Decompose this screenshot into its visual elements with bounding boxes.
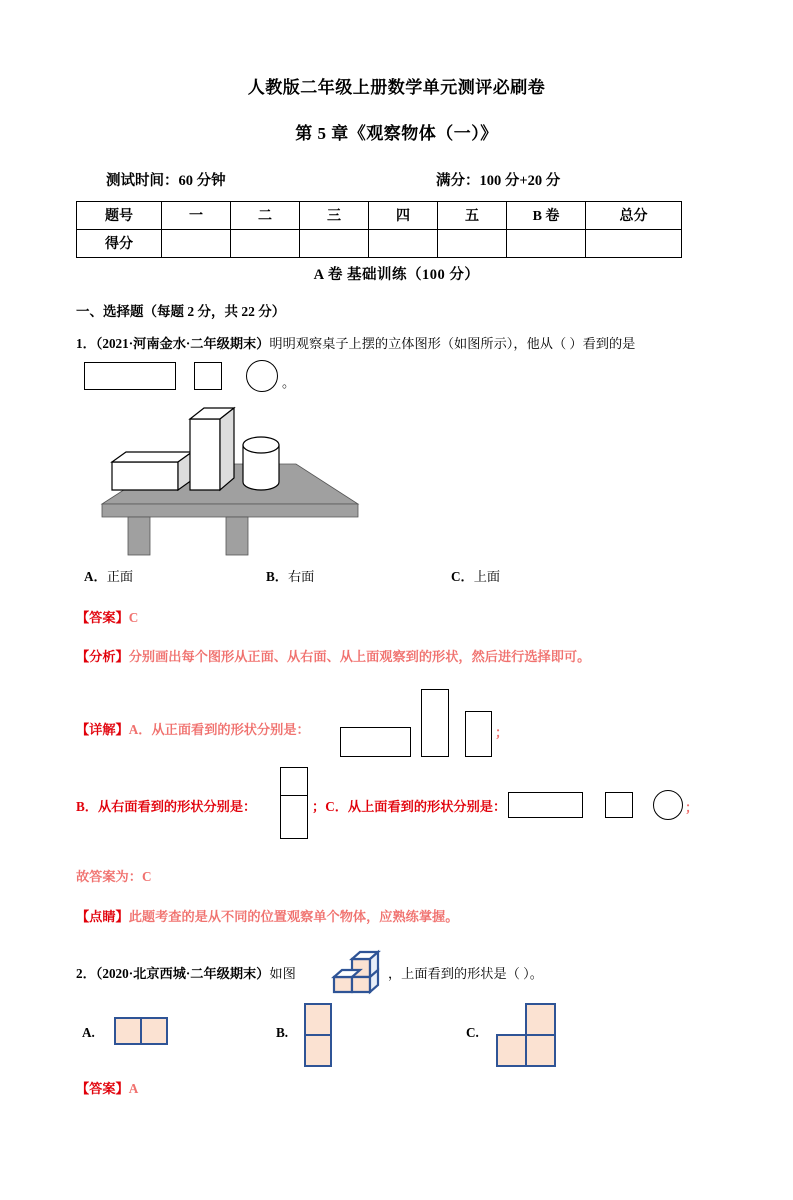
exam-duration: 测试时间：60 分钟 [106, 172, 226, 189]
option-b[interactable] [266, 566, 314, 585]
option-a-label: A． [84, 568, 107, 584]
question-2-number: 2． [76, 965, 96, 981]
three-cubes-svg [330, 947, 386, 995]
figure-table-with-objects [86, 402, 376, 562]
question-2-options [76, 1003, 717, 1071]
tall-box-side [220, 408, 234, 490]
front-view-shape-3 [465, 711, 492, 757]
table-cell-score-2[interactable] [231, 229, 300, 257]
detail-a-text: A．从正面看到的形状分别是： [128, 722, 310, 738]
exam-page [0, 78, 793, 1200]
question-2-source: （2020·北京西城·二年级期末） [95, 965, 270, 981]
option-c-label: C． [451, 568, 474, 584]
cell [496, 1034, 527, 1067]
cell [525, 1003, 556, 1036]
table-cell-header-3: 三 [300, 201, 369, 229]
table-cell-score-4[interactable] [369, 229, 438, 257]
detail-c-text: C．从上面看到的形状分别是： [325, 799, 507, 815]
cell [525, 1034, 556, 1067]
question-group-title: 一、选择题（每题 2 分，共 22 分） [76, 303, 286, 319]
detail-c-tail: ； [685, 800, 699, 816]
option-c[interactable] [451, 566, 500, 585]
score-table [76, 201, 682, 258]
question-1-detail-bc [76, 765, 717, 841]
option-b-shape[interactable] [304, 1003, 332, 1067]
table-leg-right [226, 517, 248, 555]
table-cell-header-2: 二 [231, 201, 300, 229]
cube-bottom-left-front [334, 977, 352, 992]
top-view-shape-1 [508, 792, 583, 818]
option-b-label: B． [266, 568, 288, 584]
option-a-label: A. [82, 1024, 95, 1040]
table-top-edge [102, 504, 358, 517]
shape-square [194, 362, 222, 390]
figure-three-cubes [330, 947, 386, 1000]
option-c-text: 上面 [473, 568, 501, 584]
option-a-shape[interactable] [114, 1017, 168, 1045]
top-view-shape-2 [605, 792, 633, 818]
option-c-label: C. [466, 1024, 479, 1040]
question-1-answer [76, 608, 717, 628]
exam-meta [76, 169, 717, 190]
option-a[interactable] [84, 566, 133, 585]
cell [304, 1003, 332, 1036]
tall-box-front [190, 419, 220, 490]
table-cell-header-total: 总分 [586, 201, 682, 229]
conclusion-text: 故答案为： [76, 869, 142, 885]
question-1-source: （2021·河南金水·二年级期末） [95, 335, 270, 351]
table-cell-header-label: 题号 [77, 201, 162, 229]
flat-box-front [112, 462, 178, 490]
page-subtitle: 第 5 章《观察物体（一）》 [295, 124, 498, 144]
question-2-answer [76, 1079, 717, 1099]
table-cell-score-5[interactable] [438, 229, 507, 257]
option-c-shape[interactable] [496, 1003, 556, 1069]
question-1-text: 明明观察桌子上摆的立体图形（如图所示），他从（ ）看到的是 [269, 335, 636, 351]
question-1-stem [76, 334, 717, 354]
table-row [77, 229, 682, 257]
cell [114, 1017, 142, 1045]
detail-a-tail: ； [495, 725, 509, 741]
tip-label: 【点睛】 [76, 908, 129, 924]
question-1-shape-row [76, 360, 717, 398]
answer-value: C [128, 609, 139, 625]
table-cell-header-5: 五 [438, 201, 507, 229]
detail-b-text: B．从右面看到的形状分别是： [76, 799, 257, 815]
top-view-shape-3 [653, 790, 683, 820]
question-1-stem-tail: 。 [282, 374, 296, 390]
exam-total-score: 满分：100 分+20 分 [436, 172, 561, 189]
cube-bottom-right-front [352, 977, 370, 992]
cell [304, 1034, 332, 1067]
answer-label: 【答案】 [76, 1080, 129, 1096]
question-2-stem [76, 947, 717, 995]
question-1-analysis [76, 647, 717, 667]
table-cell-score-total[interactable] [586, 229, 682, 257]
table-cell-header-4: 四 [369, 201, 438, 229]
table-cell-header-bjuan: B 卷 [507, 201, 586, 229]
page-title: 人教版二年级上册数学单元测评必刷卷 [247, 78, 546, 97]
question-1-conclusion [76, 867, 717, 887]
table-cell-score-1[interactable] [162, 229, 231, 257]
answer-value: A [128, 1080, 139, 1096]
question-2-text-pre: 如图 [269, 965, 296, 981]
question-1-tip [76, 907, 717, 927]
analysis-label: 【分析】 [76, 649, 129, 665]
cell [140, 1017, 168, 1045]
section-title: A 卷 基础训练（100 分） [313, 266, 480, 283]
detail-label: 【详解】 [76, 722, 129, 738]
detail-b-tail: ； [312, 799, 326, 815]
option-b-text: 右面 [287, 568, 315, 584]
front-view-shape-1 [340, 727, 411, 757]
cylinder-top [243, 437, 279, 453]
tip-text: 此题考查的是从不同的位置观察单个物体，应熟练掌握。 [128, 908, 459, 924]
table-cell-score-3[interactable] [300, 229, 369, 257]
option-b-label: B. [276, 1024, 289, 1040]
front-view-shape-2 [421, 689, 449, 757]
table-cell-header-1: 一 [162, 201, 231, 229]
conclusion-value: C [141, 869, 152, 885]
right-view-shape [280, 767, 308, 839]
table-scene-svg [86, 402, 376, 562]
question-2-text-post: ，上面看到的形状是（ ）。 [388, 965, 543, 981]
question-1-number: 1． [76, 335, 96, 351]
shape-wide-rectangle [84, 362, 176, 390]
analysis-text: 分别画出每个图形从正面、从右面、从上面观察到的形状，然后进行选择即可。 [128, 649, 591, 665]
table-leg-left [128, 517, 150, 555]
answer-label: 【答案】 [76, 609, 129, 625]
table-cell-score-bjuan[interactable] [507, 229, 586, 257]
right-view-divider [280, 795, 308, 796]
shape-circle [246, 360, 278, 392]
question-1-detail-a [76, 687, 717, 761]
table-cell-score-label: 得分 [77, 229, 162, 257]
question-1-options [76, 566, 717, 588]
table-row [77, 201, 682, 229]
option-a-text: 正面 [106, 568, 134, 584]
